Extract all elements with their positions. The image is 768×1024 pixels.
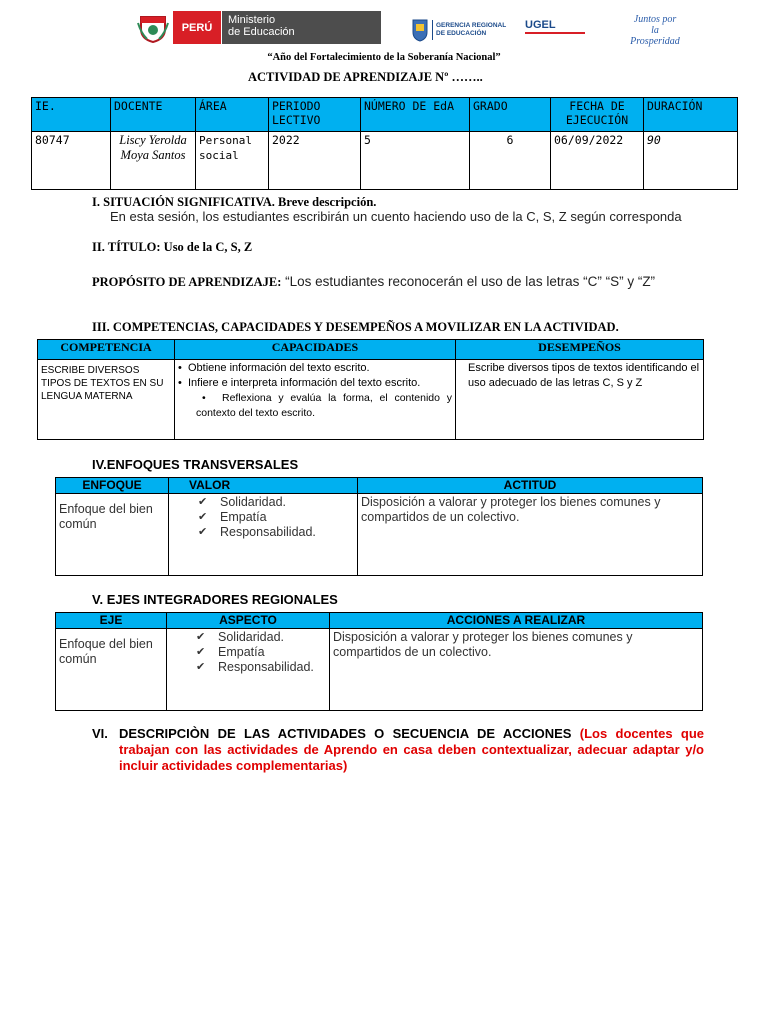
header-numero-eda: NÚMERO DE EdA <box>361 98 470 132</box>
cell-fecha: 06/09/2022 <box>551 132 644 190</box>
info-table-header <box>32 98 738 132</box>
cell-acciones: Disposición a valorar y proteger los bienes comunes y compartidos de un colectivo. <box>330 629 703 711</box>
aspecto-item <box>196 630 326 645</box>
enfoques-row <box>56 494 703 576</box>
header-actitud: ACTITUD <box>358 478 703 494</box>
check-icon: ✔ <box>196 646 206 658</box>
year-motto: “Año del Fortalecimiento de la Soberanía Nacional” <box>267 52 501 63</box>
capacidad-item: • Reflexiona y evalúa la forma, el contenido y contexto del texto escrito. <box>196 392 452 419</box>
valor-item <box>198 525 354 540</box>
valor-item <box>198 495 354 510</box>
peru-label: PERÚ <box>173 11 222 44</box>
header-fecha: FECHA DE EJECUCIÓN <box>551 98 644 132</box>
jp-line1: Juntos por la <box>633 14 677 36</box>
cell-area: Personal social <box>196 132 269 190</box>
cell-actitud: Disposición a valorar y proteger los bienes comunes y compartidos de un colectivo. <box>358 494 703 576</box>
header-eje: EJE <box>56 613 167 629</box>
ejes-header <box>56 613 703 629</box>
ugel-label: UGEL <box>525 19 556 31</box>
competencias-table <box>37 339 704 440</box>
section6-heading: DESCRIPCIÒN DE LAS ACTIVIDADES O SECUENCIA DE ACCIONES <box>119 726 572 741</box>
header-ie: IE. <box>32 98 111 132</box>
section6-body <box>119 726 704 774</box>
check-icon: ✔ <box>198 526 208 538</box>
ejes-table <box>55 612 703 711</box>
header-grado: GRADO <box>470 98 551 132</box>
enfoques-header <box>56 478 703 494</box>
regional-crest-icon <box>411 18 429 42</box>
section6-note: (Los docentes que trabajan con las actividades de Aprendo en casa deben contextualizar, adecuar adaptar y/o incluir actividades complementarias) <box>119 726 705 773</box>
cell-numero-eda: 5 <box>361 132 470 190</box>
capacidad-text: Reflexiona y evalúa la forma, el contenido y contexto del texto escrito. <box>196 392 452 419</box>
cell-duracion: 90 <box>644 132 738 190</box>
cell-aspectos <box>167 629 330 711</box>
aspecto-item <box>196 660 326 675</box>
peru-shield-icon <box>133 11 173 44</box>
cell-grado: 6 <box>470 132 551 190</box>
minedu-logo <box>133 11 381 44</box>
ministry-name <box>222 11 381 44</box>
juntos-prosperidad-logo <box>630 14 680 47</box>
valor-text: Empatía <box>220 510 267 524</box>
header-aspecto: ASPECTO <box>167 613 330 629</box>
section6 <box>92 726 704 774</box>
jp-line2: Prosperidad <box>630 36 680 47</box>
header-desempenos: DESEMPEÑOS <box>456 340 704 360</box>
capacidad-item: • Obtiene información del texto escrito. <box>178 362 370 374</box>
section6-number: VI. <box>92 726 108 741</box>
cell-capacidades <box>175 360 456 440</box>
cell-eje: Enfoque del bien común <box>56 629 167 711</box>
valor-text: Solidaridad. <box>220 495 287 509</box>
gerencia-regional-logo <box>411 17 515 43</box>
info-table <box>31 97 738 190</box>
cell-docente: Liscy Yerolda Moya Santos <box>111 132 196 190</box>
valor-item <box>198 510 354 525</box>
section5-heading: V. EJES INTEGRADORES REGIONALES <box>92 592 338 607</box>
info-table-row <box>32 132 738 190</box>
check-icon: ✔ <box>198 496 208 508</box>
cell-desempenos: Escribe diversos tipos de textos identificando el uso adecuado de las letras C, S y Z <box>456 360 704 440</box>
gr-line1: GERENCIA REGIONAL <box>436 22 507 29</box>
competencias-row <box>38 360 704 440</box>
header-competencia: COMPETENCIA <box>38 340 175 360</box>
purpose-label: PROPÓSITO DE APRENDIZAJE: <box>92 275 282 289</box>
ministry-line1: Ministerio <box>228 14 276 26</box>
section3-heading: III. COMPETENCIAS, CAPACIDADES Y DESEMPEÑOS A MOVILIZAR EN LA ACTIVIDAD. <box>92 320 619 334</box>
check-icon: ✔ <box>196 661 206 673</box>
capacidad-text: Infiere e interpreta información del texto escrito. <box>188 377 421 389</box>
activity-title: ACTIVIDAD DE APRENDIZAJE Nº …….. <box>248 70 483 84</box>
section1-heading: I. SITUACIÓN SIGNIFICATIVA. Breve descripción. <box>92 195 377 209</box>
ejes-row <box>56 629 703 711</box>
cell-enfoque: Enfoque del bien común <box>56 494 169 576</box>
check-icon: ✔ <box>196 631 206 643</box>
header-enfoque: ENFOQUE <box>56 478 169 494</box>
cell-competencia: ESCRIBE DIVERSOS TIPOS DE TEXTOS EN SU LENGUA MATERNA <box>38 360 175 440</box>
aspecto-item <box>196 645 326 660</box>
section2-heading: II. TÍTULO: Uso de la C, S, Z <box>92 240 253 254</box>
aspecto-text: Empatía <box>218 645 265 659</box>
valor-text: Responsabilidad. <box>220 525 316 539</box>
gr-line2: DE EDUCACIÓN <box>436 30 487 37</box>
capacidad-text: Obtiene información del texto escrito. <box>188 362 370 374</box>
capacidad-item: • Infiere e interpreta información del texto escrito. <box>178 377 421 389</box>
enfoques-table <box>55 477 703 576</box>
aspecto-text: Responsabilidad. <box>218 660 314 674</box>
aspecto-text: Solidaridad. <box>218 630 285 644</box>
header-duracion: DURACIÓN <box>644 98 738 132</box>
section4-heading: IV.ENFOQUES TRANSVERSALES <box>92 457 299 472</box>
header-valor: VALOR <box>169 478 358 494</box>
cell-periodo: 2022 <box>269 132 361 190</box>
cell-ie: 80747 <box>32 132 111 190</box>
header-periodo: PERIODO LECTIVO <box>269 98 361 132</box>
purpose <box>92 274 692 290</box>
ugel-logo <box>525 19 605 41</box>
header-docente: DOCENTE <box>111 98 196 132</box>
section1-text: En esta sesión, los estudiantes escribirán un cuento haciendo uso de la C, S, Z según corresponda <box>110 209 682 224</box>
header-acciones: ACCIONES A REALIZAR <box>330 613 703 629</box>
cell-valores <box>169 494 358 576</box>
ministry-line2: de Educación <box>228 26 295 38</box>
header-capacidades: CAPACIDADES <box>175 340 456 360</box>
check-icon: ✔ <box>198 511 208 523</box>
purpose-text: “Los estudiantes reconocerán el uso de las letras “C” “S” y “Z” <box>285 274 656 289</box>
competencias-header <box>38 340 704 360</box>
header-area: ÁREA <box>196 98 269 132</box>
